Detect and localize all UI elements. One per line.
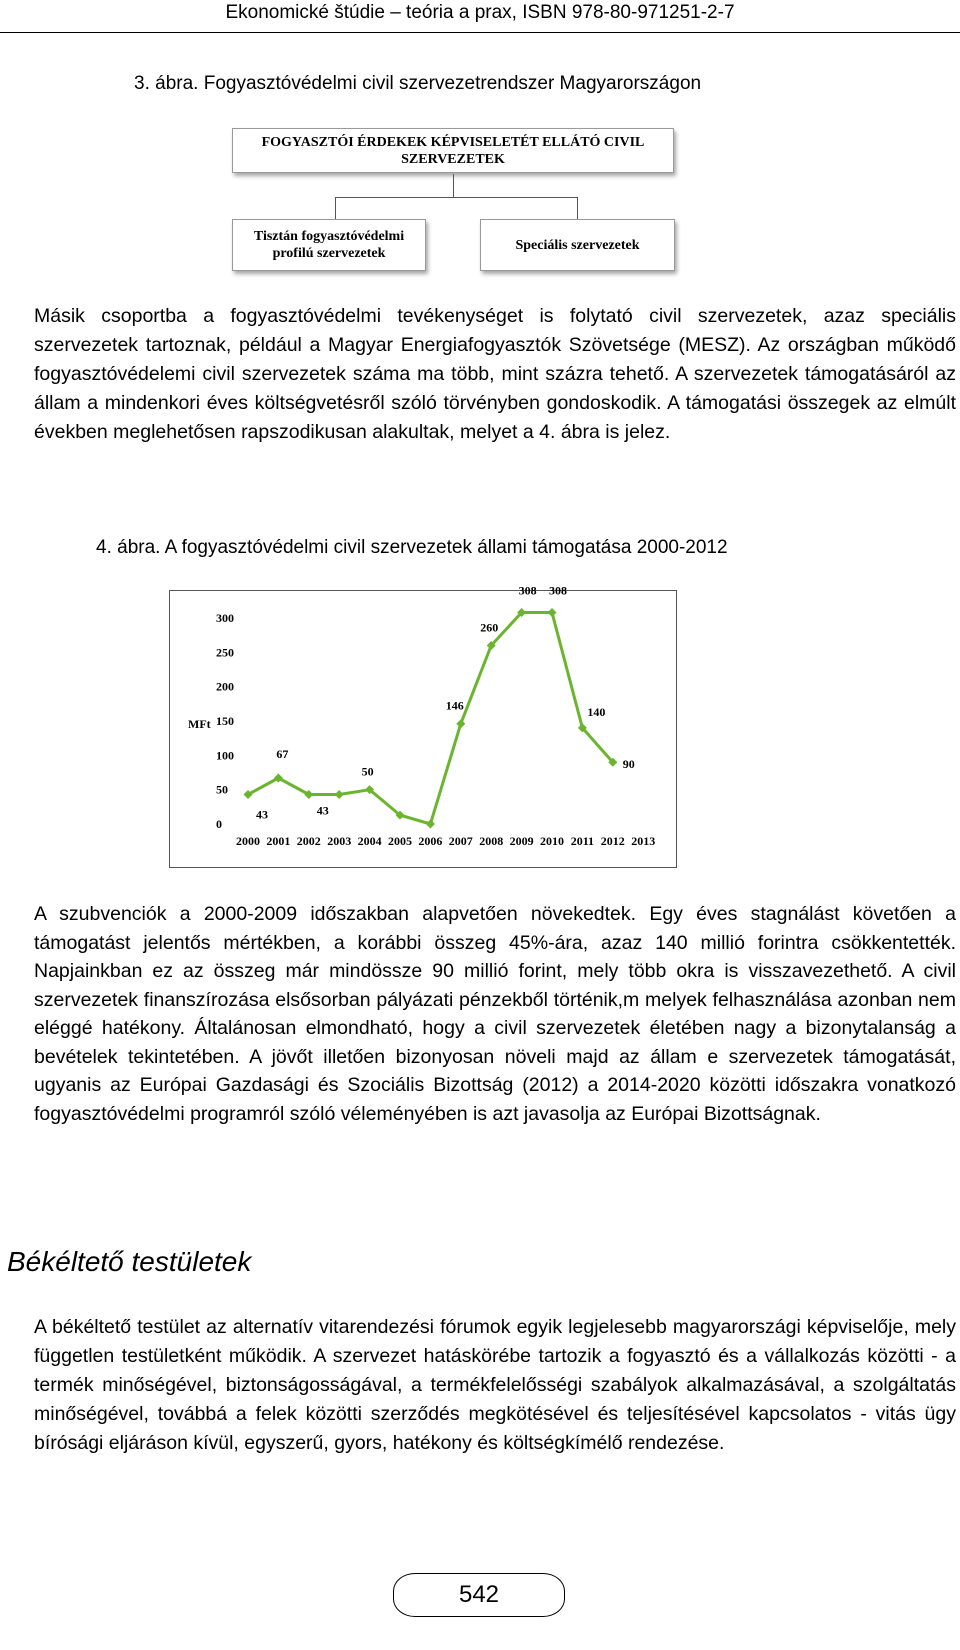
section-heading: Békéltető testületek [7,1246,252,1277]
paragraph-mesz: Másik csoportba a fogyasztóvédelmi tevékenységet is folytató civil szervezetek, azaz speciális szervezetek tartoznak, például a Magyar Energiafogyasztók Szövetsége (MESZ). Az országban működő fogyasztóvédelemi civil szervezetek száma ma több, mint százra tehető. A szervezetek támogatásáról az állam a mindenkori éves költségvetésről szóló törvényben gondoskodik. A támogatási összegek az elmúlt években meglehetősen rapszodikusan alakultak, melyet a 4. ábra is jelez. [34,305,956,443]
y-tick-label: 0 [216,817,222,831]
x-tick-label: 2002 [296,834,321,848]
x-tick-label: 2010 [540,834,564,848]
figure-4-caption: 4. ábra. A fogyasztóvédelmi civil szervezetek állami támogatása 2000-2012 [96,537,728,558]
header-rule [0,32,960,33]
x-tick-label: 2001 [266,834,291,848]
paragraph-arbitration: A békéltető testület az alternatív vitarendezési fórumok egyik legjelesebb magyarországi képviselője, mely független testületként működik. A szervezet hatáskörébe tartozik a fogyasztó és a vállalkozás közötti - a termék minőségével, biztonságosságával, a termékfelelősségi szabályok alkalmazásával, a szolgáltatás minőségével, továbbá a felek közötti szerződés megkötésével és teljesítésével kapcsolatos - vitás ügy bírósági eljáráson kívül, egyszerű, gyors, hatékony és költségkímélő rendezése. [34,1316,956,1454]
data-label: 308 [549,583,567,598]
chart-canvas [170,583,678,869]
org-right-box: Speciális szervezetek [480,219,675,271]
y-tick-label: 250 [216,645,234,660]
data-point-marker [335,790,344,799]
y-tick-label: 100 [216,748,234,763]
data-label: 90 [622,757,635,772]
x-tick-label: 2004 [357,834,382,848]
running-header: Ekonomické štúdie – teória a prax, ISBN 978-80-971251-2-7 [225,2,735,23]
x-tick-label: 2005 [388,834,412,848]
y-axis-label: MFt [188,717,211,731]
x-tick-label: 2008 [479,834,504,848]
x-tick-label: 2007 [448,834,473,848]
y-tick-label: 50 [216,782,228,797]
x-tick-label: 2013 [631,834,656,848]
data-label: 140 [587,704,606,719]
data-label: 260 [480,620,499,635]
org-root-box: FOGYASZTÓI ÉRDEKEK KÉPVISELETÉT ELLÁTÓ CIVIL SZERVEZETEK [232,128,674,173]
paragraph-subsidies: A szubvenciók a 2000-2009 időszakban alapvetően növekedtek. Egy éves stagnálást követően a támogatást jelentős mértékben, a korábbi összeg 45%-ára, azaz 140 millió forintra csökkentették. Napjainkban ez az összeg már mindössze 90 millió forint, mely több okra is visszavezethető. A civil szervezetek finanszírozása elsősorban pályázati pénzekből történik,m melyek felhasználása azonban nem eléggé hatékony. Általánosan elmondható, hogy a civil szervezetek életében nagy a bizonytalanság a bevételek tekintetében. A jövőt illetően bizonyosan növeli majd az állam e szervezetek támogatását, ugyanis az Európai Gazdasági és Szociális Bizottság (2012) a 2014-2020 közötti időszakra vonatkozó fogyasztóvédelmi programról szóló véleményében is azt javasolja az Európai Bizottságnak. [34,903,956,1125]
org-left-box: Tisztán fogyasztóvédelmi profilú szervezetek [232,219,426,271]
org-connector-right [577,197,578,219]
org-connector-bar [335,197,577,198]
x-tick-label: 2003 [327,834,352,848]
y-tick-label: 200 [216,679,234,694]
data-point-marker [548,608,557,617]
data-label: 43 [316,803,329,818]
figure-3-caption: 3. ábra. Fogyasztóvédelmi civil szervezetrendszer Magyarországon [134,73,702,94]
y-tick-label: 150 [216,714,234,728]
y-tick-label: 300 [216,611,234,625]
data-label: 308 [518,583,537,598]
data-label: 67 [276,746,289,761]
x-tick-label: 2012 [600,834,625,848]
data-label: 50 [361,764,374,779]
x-tick-label: 2011 [570,834,595,848]
data-label: 146 [445,698,464,713]
data-point-marker [426,820,435,829]
x-tick-label: 2006 [418,834,443,848]
data-label: 43 [256,807,268,822]
x-tick-label: 2000 [236,834,260,848]
x-tick-label: 2009 [509,834,534,848]
org-connector-left [335,197,336,219]
series-line [248,613,613,825]
data-point-marker [456,719,465,728]
org-connector-trunk [453,174,454,198]
page-number: 542 [393,1573,565,1617]
support-line-chart [169,583,677,868]
